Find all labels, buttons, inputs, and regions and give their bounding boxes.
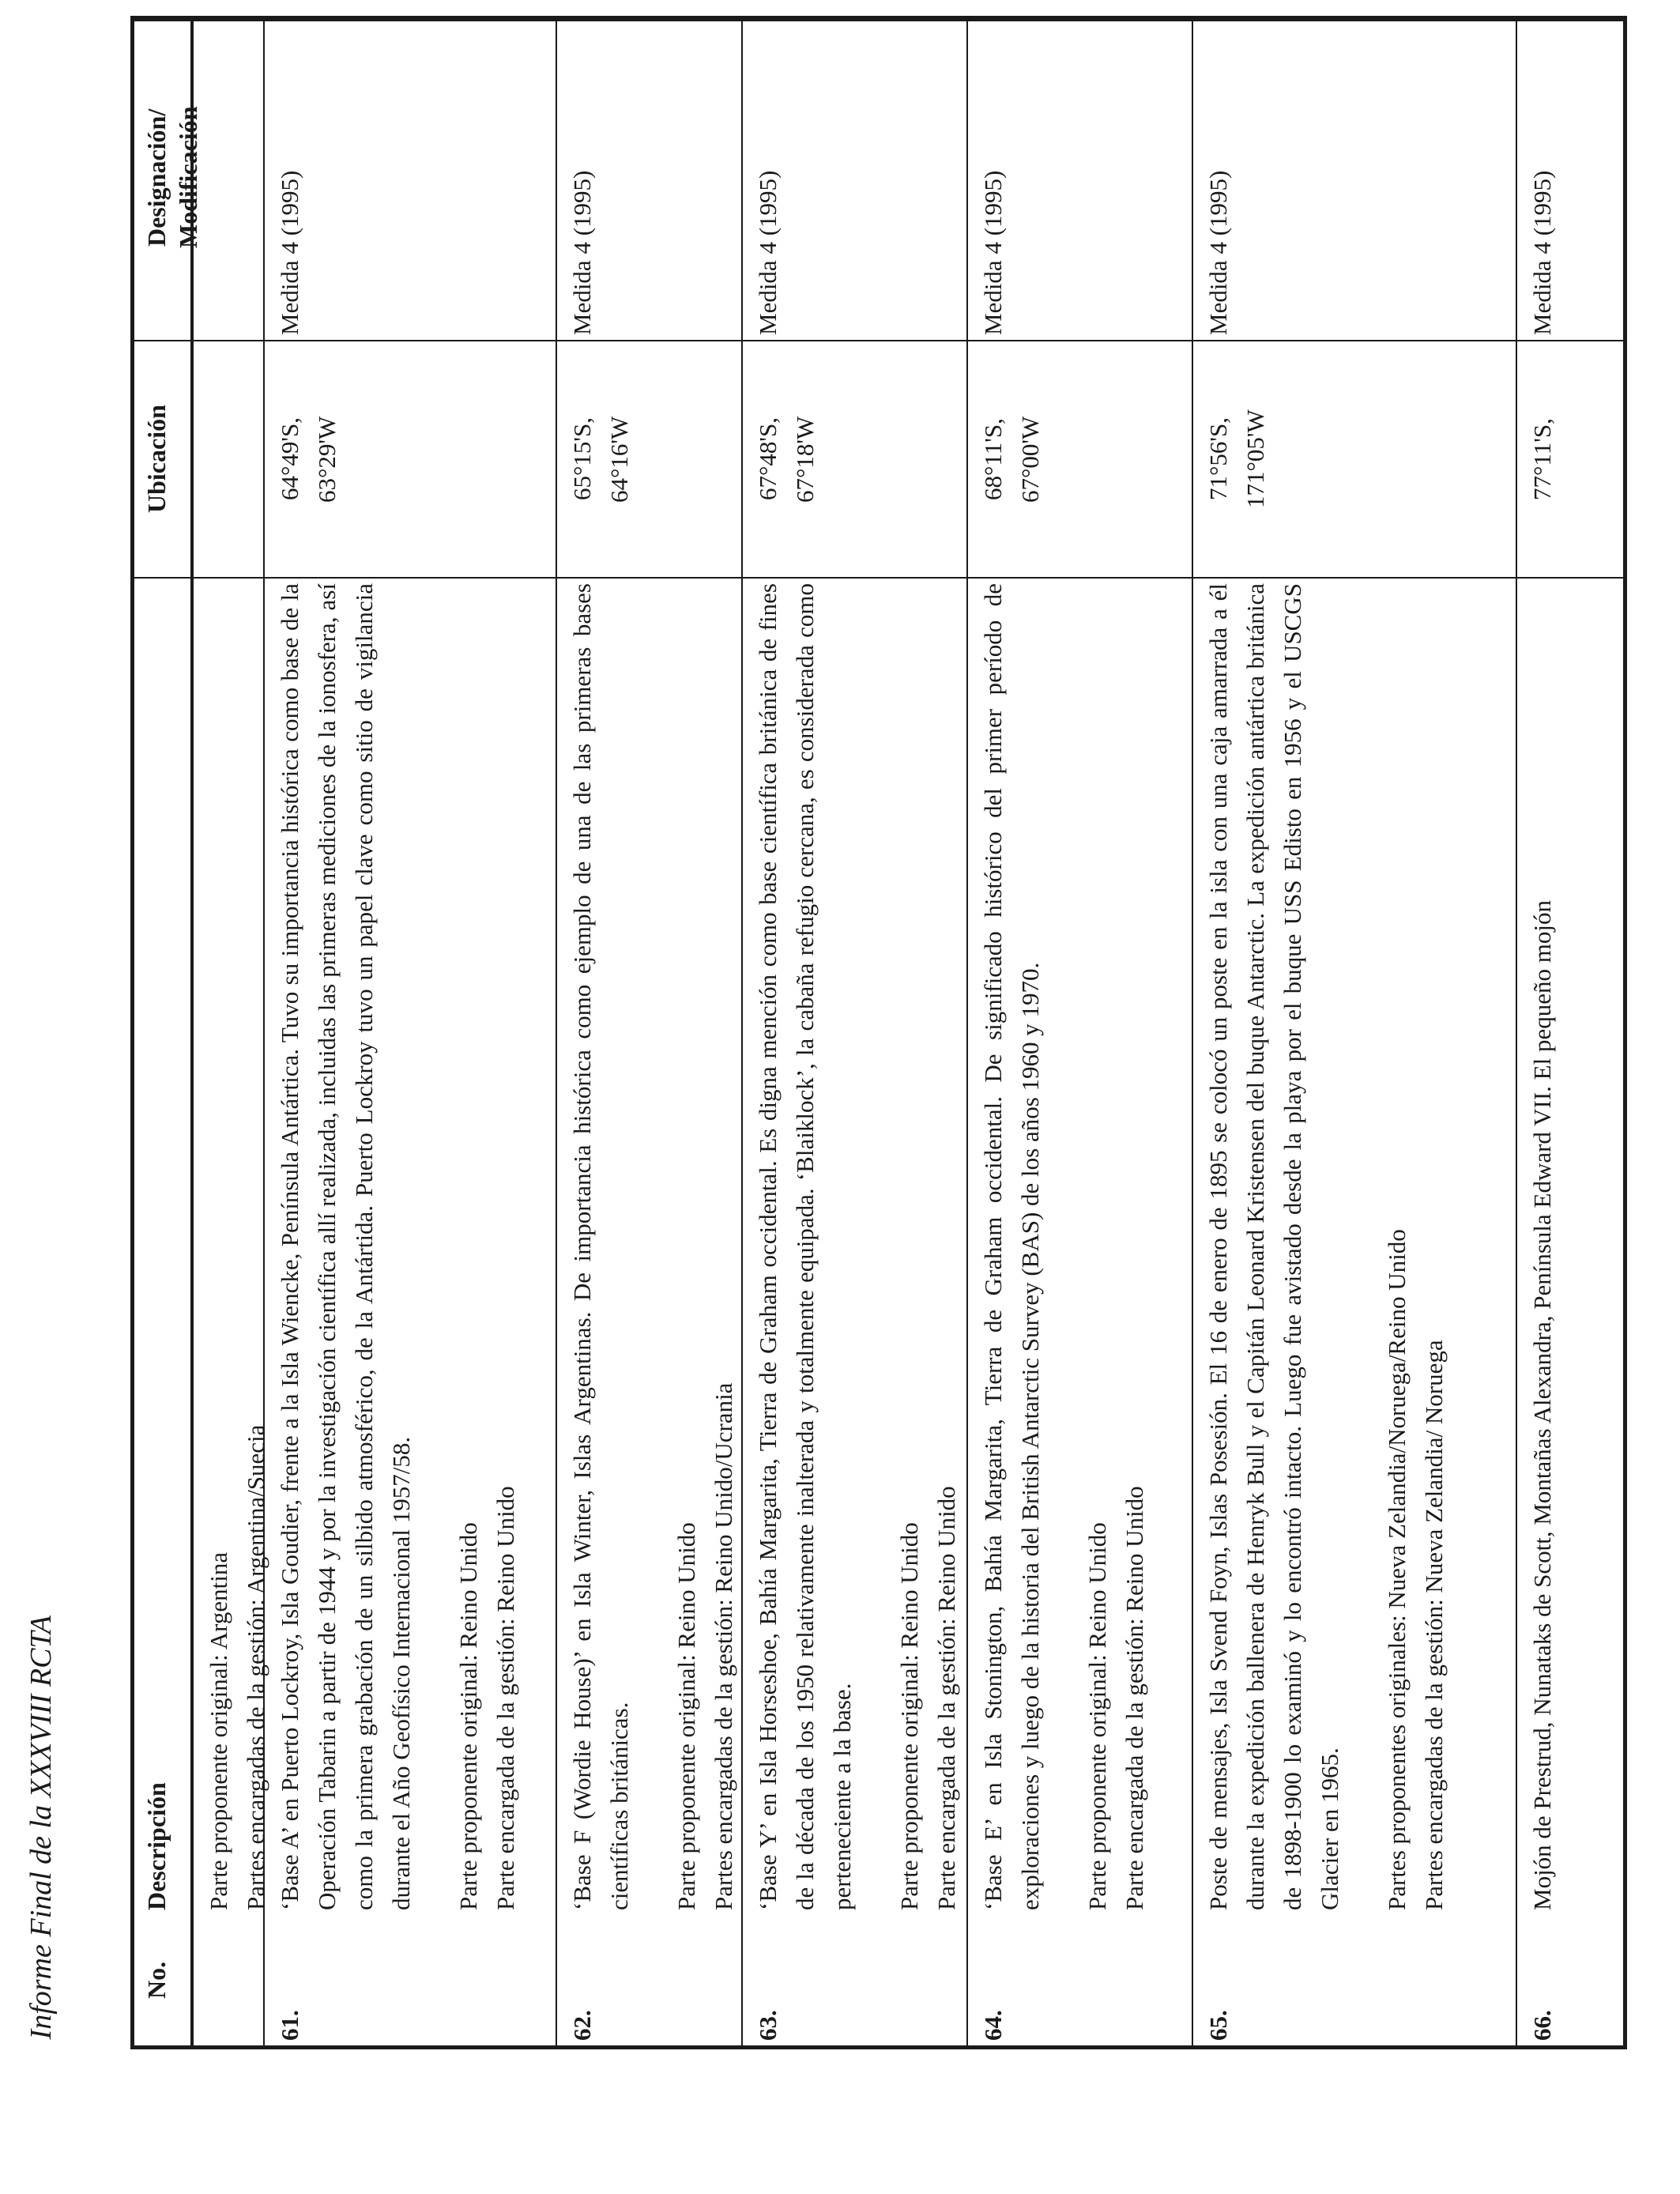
table-row — [1517, 20, 1623, 2045]
row-location: 67°48'S, 67°18'W — [754, 416, 819, 503]
table-header-row — [134, 20, 202, 2045]
proposing-party: Partes proponentes originales: Nueva Zelandia/Noruega/Reino Unido — [1383, 1229, 1411, 1910]
proposing-party: Parte proponente original: Reino Unido — [895, 1522, 923, 1910]
row-number: 64. — [979, 2010, 1007, 2041]
table-row — [1193, 20, 1517, 2045]
row-number: 66. — [1528, 2010, 1556, 2041]
row-number: 61. — [276, 2010, 303, 2041]
row-designation: Medida 4 (1995) — [265, 20, 556, 340]
row-designation: Medida 4 (1995) — [557, 20, 741, 340]
row-location: 65°15'S, 64°16'W — [568, 416, 633, 503]
row-description: Poste de mensajes, Isla Svend Foyn, Islas Posesión. El 16 de enero de 1895 se colocó un poste en la isla con una caja amarrada a él durante la expedición ballenera de Henryk Bull y el Capitán Leonard Kristensen del buque Antarctic. La expedición antártica británica de 1898-1900 lo examinó y lo encontró intacto. Luego fue avistado desde la playa por el buque USS Edisto en 1956 y el USCGS Glacier en 1965. — [1204, 583, 1343, 1910]
proposing-party: Parte proponente original: Reino Unido — [672, 1522, 700, 1910]
proposing-party: Parte proponente original: Reino Unido — [1083, 1522, 1111, 1910]
row-location: 68°11'S, 67°00'W — [979, 416, 1044, 503]
managing-party: Partes encargadas de la gestión: Argentina/Suecia — [242, 1424, 269, 1910]
managing-party: Parte encargada de la gestión: Reino Unido — [492, 1486, 519, 1910]
row-number: 65. — [1204, 2010, 1232, 2041]
row-designation — [194, 20, 263, 340]
historic-sites-table — [130, 16, 1627, 2049]
header-location: Ubicación — [134, 340, 190, 577]
row-number: 62. — [568, 2010, 596, 2041]
row-number — [194, 1915, 263, 2045]
row-description: Mojón de Prestrud, Nunataks de Scott, Montañas Alexandra, Península Edward VII. El pequeño mojón — [1517, 577, 1623, 1915]
row-description-cell — [968, 577, 1192, 1915]
row-designation: Medida 4 (1995) — [1193, 20, 1516, 340]
proposing-party: Parte proponente original: Argentina — [205, 1551, 232, 1910]
managing-party: Partes encargadas de la gestión: Nueva Zelandia/ Noruega — [1420, 1340, 1448, 1910]
row-description: ‘Base Y’ en Isla Horseshoe, Bahía Margarita, Tierra de Graham occidental. Es digna mención como base científica británica de fines de la década de los 1950 relativamente inalterada y totalmente equipada. ‘Blaiklock’, la cabaña refugio cercana, es considerada como perteneciente a la base. — [754, 583, 856, 1910]
row-designation: Medida 4 (1995) — [1517, 20, 1623, 340]
row-description-cell — [194, 577, 269, 1915]
header-no: No. — [142, 1961, 171, 2000]
row-description-cell — [557, 577, 741, 1915]
header-designation: Designación/ Modificación — [134, 20, 190, 340]
row-location-cell — [743, 340, 966, 577]
row-location-cell — [265, 340, 556, 577]
row-location: 71°56'S, 171°05'W — [1204, 409, 1269, 509]
row-location: 77°11'S, — [1517, 340, 1623, 577]
row-description: ‘Base F (Wordie House)’ en Isla Winter, Islas Argentinas. De importancia histórica como ejemplo de una de las primeras bases científicas británicas. — [568, 583, 633, 1910]
table-row — [968, 20, 1193, 2045]
row-designation: Medida 4 (1995) — [743, 20, 966, 340]
managing-party: Partes encargadas de la gestión: Reino Unido/Ucrania — [710, 1382, 737, 1910]
row-designation: Medida 4 (1995) — [968, 20, 1192, 340]
row-description-cell — [743, 577, 966, 1915]
table-row — [743, 20, 968, 2045]
row-location-cell — [557, 340, 741, 577]
managing-party: Parte encargada de la gestión: Reino Unido — [932, 1486, 960, 1910]
table-row — [557, 20, 743, 2045]
row-location: 64°49'S, 63°29'W — [276, 416, 341, 503]
table-row — [265, 20, 557, 2045]
row-location-cell — [968, 340, 1192, 577]
row-location-cell — [1193, 340, 1516, 577]
header-description: Descripción — [134, 577, 190, 1915]
row-number: 63. — [754, 2010, 782, 2041]
page-header — [24, 0, 79, 2194]
managing-party: Parte encargada de la gestión: Reino Unido — [1121, 1486, 1148, 1910]
table-row — [194, 20, 269, 2045]
row-description: ‘Base E’ en Isla Stonington, Bahía Margarita, Tierra de Graham occidental. De significado histórico del primer período de exploraciones y luego de la historia del British Antarctic Survey (BAS) de los años 1960 y 1970. — [979, 583, 1044, 1910]
proposing-party: Parte proponente original: Reino Unido — [454, 1522, 482, 1910]
row-description-cell — [1193, 577, 1516, 1915]
row-location — [194, 340, 263, 577]
row-description: ‘Base A’ en Puerto Lockroy, Isla Goudier, frente a la Isla Wiencke, Península Antártica. Tuvo su importancia histórica como base de la Operación Tabarin a partir de 1944 y por la investigación científica allí realizada, incluidas las primeras mediciones de la ionosfera, así como la primera grabación de un silbido atmosférico, de la Antártida. Puerto Lockroy tuvo un papel clave como sitio de vigilancia durante el Año Geofísico Internacional 1957/58. — [276, 583, 415, 1910]
row-description-cell — [265, 577, 556, 1915]
report-title: Informe Final de la XXXVIII RCTA — [24, 1615, 58, 2039]
